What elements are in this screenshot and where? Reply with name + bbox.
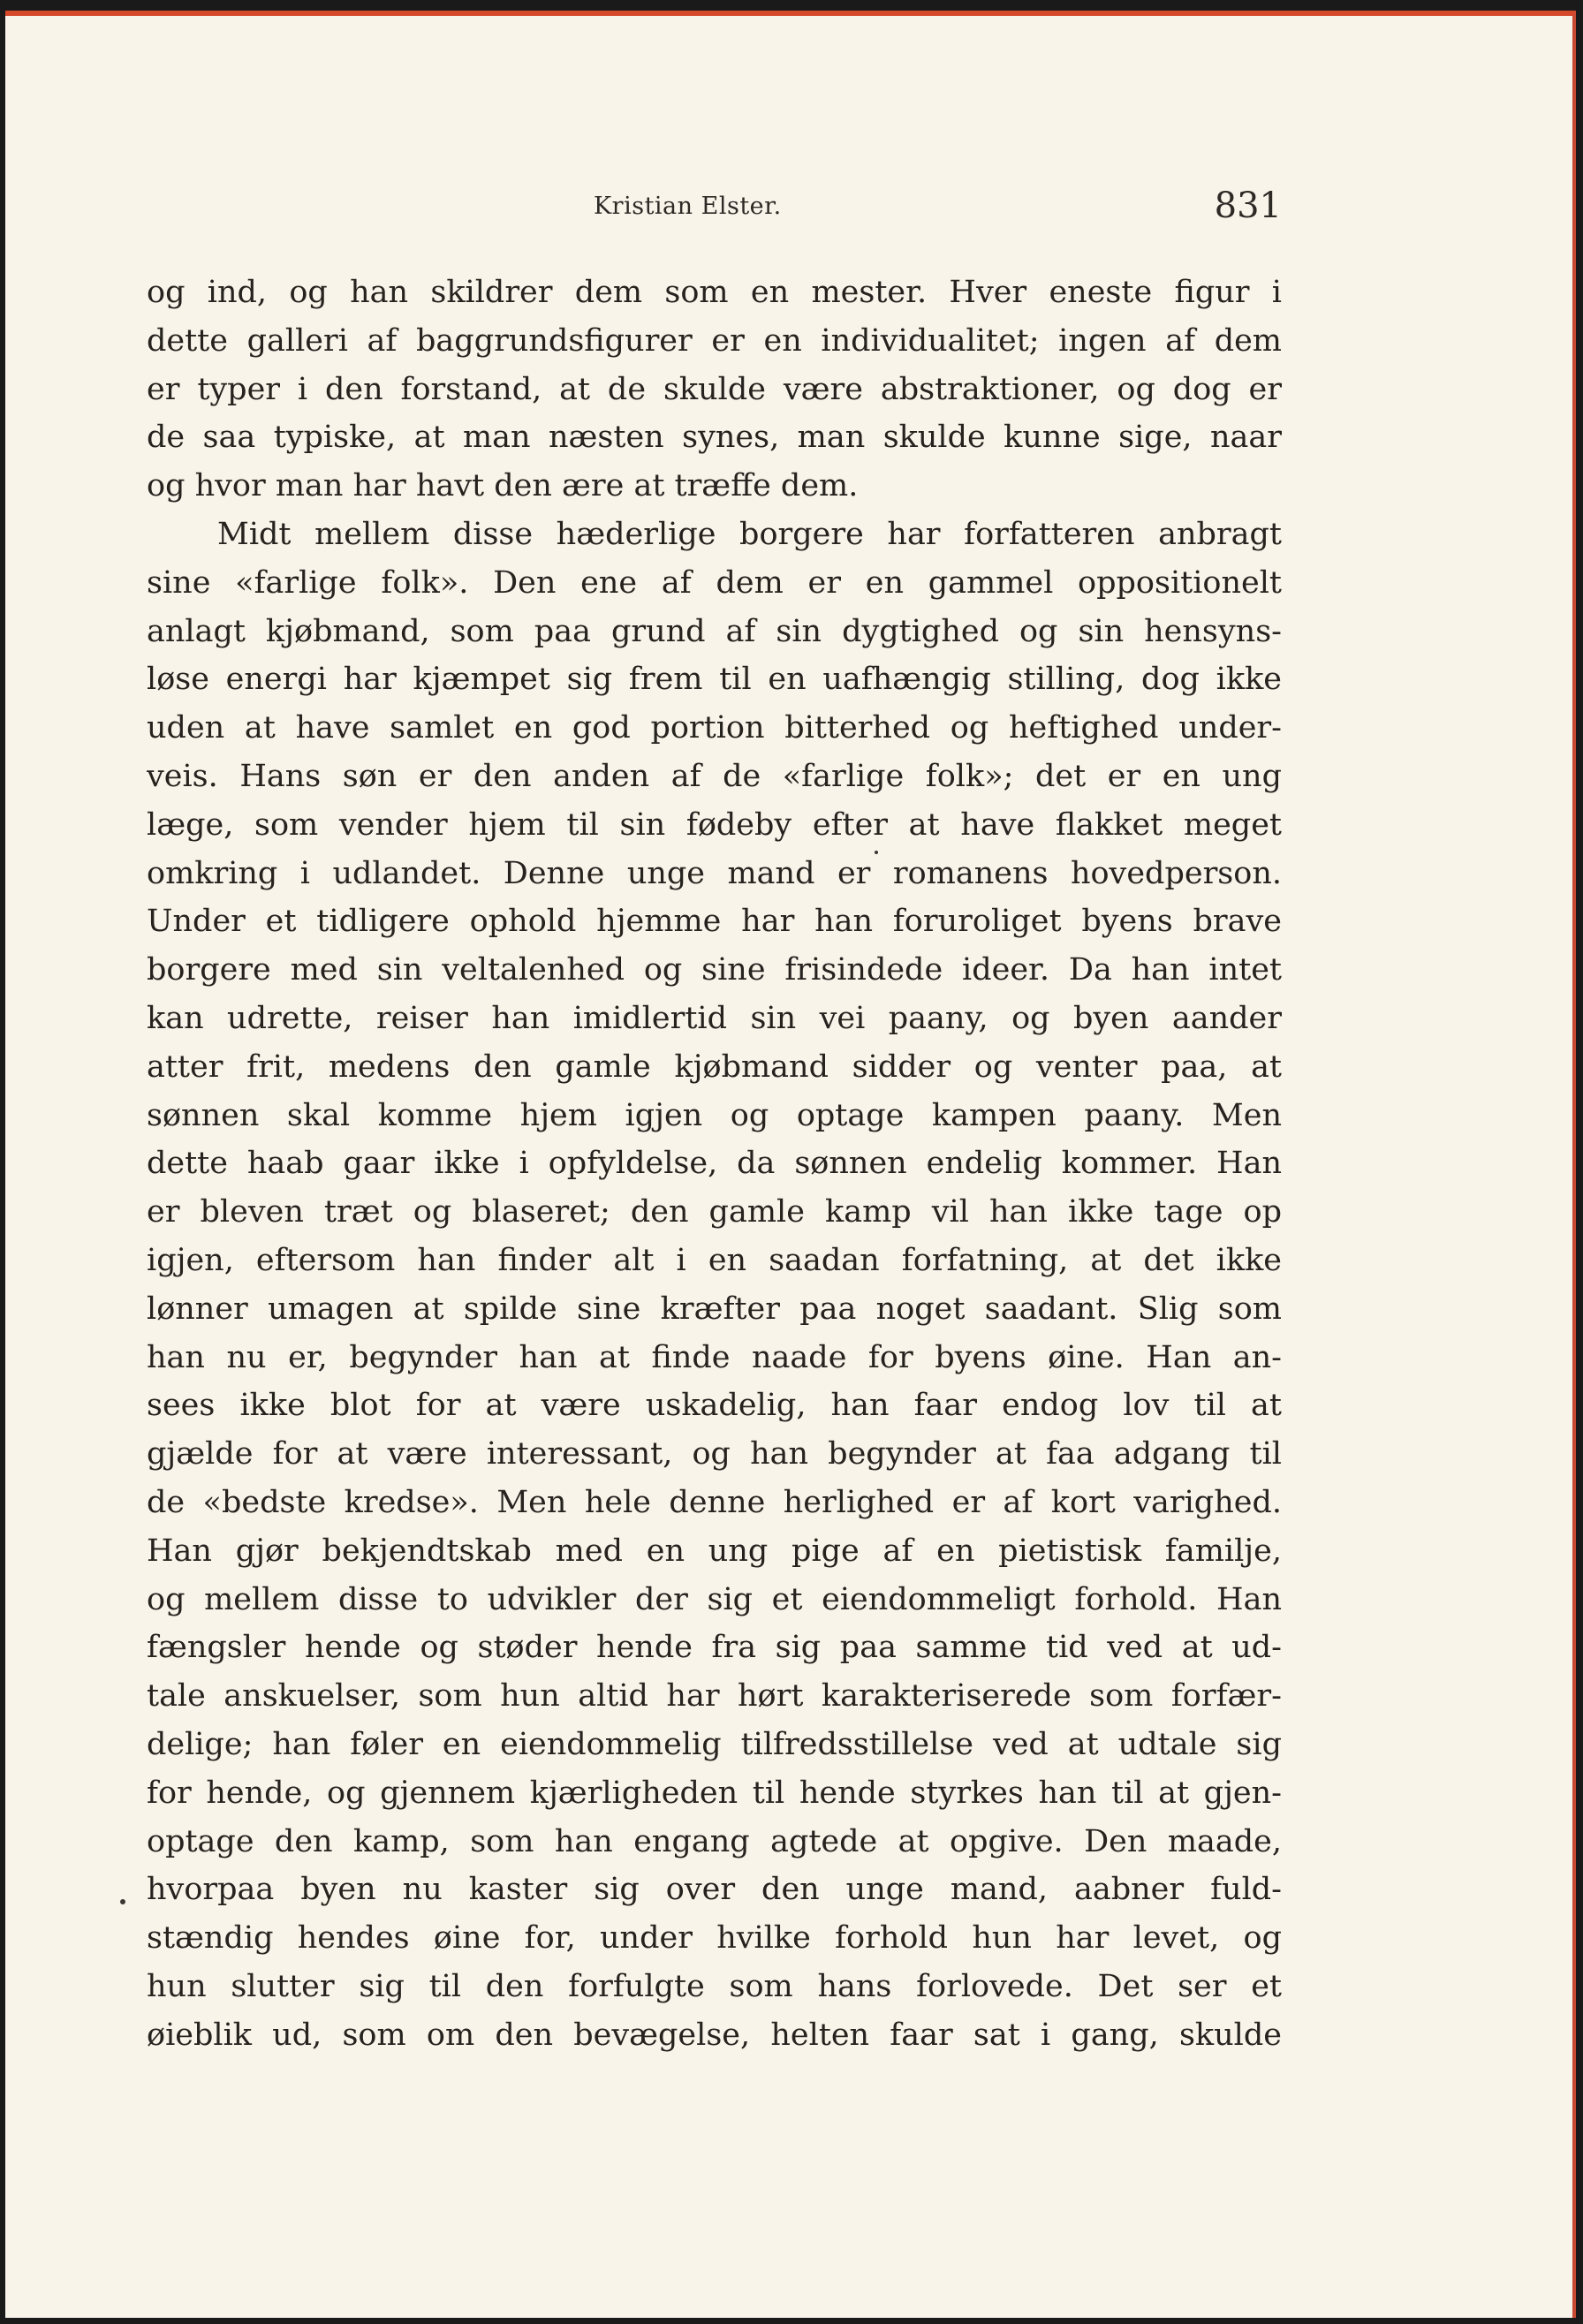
text-line: delige; han føler en eiendommelig tilfredsstillelse ved at udtale sig	[147, 1726, 1282, 1762]
page-header	[147, 185, 1282, 238]
ink-speck	[120, 1899, 125, 1904]
text-line: dette haab gaar ikke i opfyldelse, da sønnen endelig kommer. Han	[147, 1146, 1282, 1182]
body-text	[147, 269, 1282, 2059]
text-line: atter frit, medens den gamle kjøbmand sidder og venter paa, at	[147, 1048, 1282, 1085]
text-line: hun slutter sig til den forfulgte som hans forlovede. Det ser et	[147, 1968, 1282, 2004]
text-line: læge, som vender hjem til sin fødeby efter at have flakket meget	[147, 806, 1282, 843]
text-line: anlagt kjøbmand, som paa grund af sin dygtighed og sin hensyns-	[147, 613, 1282, 649]
text-line: og ind, og han skildrer dem som en mester. Hver eneste figur i	[147, 275, 1282, 310]
text-line: gjælde for at være interessant, og han begynder at faa adgang til	[147, 1436, 1282, 1472]
running-head: Kristian Elster.	[594, 193, 782, 220]
text-line: løse energi har kjæmpet sig frem til en uafhængig stilling, dog ikke	[147, 662, 1282, 698]
text-line: og mellem disse to udvikler der sig et eiendommeligt forhold. Han	[147, 1581, 1282, 1617]
text-line: for hende, og gjennem kjærligheden til hende styrkes han til at gjen-	[147, 1775, 1282, 1811]
text-line: fængsler hende og støder hende fra sig paa samme tid ved at ud-	[147, 1630, 1282, 1666]
text-line: er bleven træt og blaseret; den gamle kamp vil han ikke tage op	[147, 1194, 1282, 1230]
text-line: uden at have samlet en god portion bitterhed og heftighed under-	[147, 710, 1282, 746]
text-line: de saa typiske, at man næsten synes, man skulde kunne sige, naar	[147, 420, 1282, 456]
text-line: han nu er, begynder han at finde naade for byens øine. Han an-	[147, 1339, 1282, 1375]
text-line: sine «farlige folk». Den ene af dem er en gammel oppositionelt	[147, 564, 1282, 601]
text-line: kan udrette, reiser han imidlertid sin vei paany, og byen aander	[147, 1000, 1282, 1036]
text-line: Han gjør bekjendtskab med en ung pige af en pietistisk familje,	[147, 1533, 1282, 1569]
text-line: veis. Hans søn er den anden af de «farlige folk»; det er en ung	[147, 758, 1282, 794]
page-number: 831	[1214, 185, 1282, 226]
text-line: sønnen skal komme hjem igjen og optage kampen paany. Men	[147, 1097, 1282, 1133]
text-line: hvorpaa byen nu kaster sig over den unge mand, aabner fuld-	[147, 1872, 1282, 1908]
text-line: optage den kamp, som han engang agtede at opgive. Den maade,	[147, 1823, 1282, 1859]
text-line: er typer i den forstand, at de skulde være abstraktioner, og dog er	[147, 371, 1282, 407]
text-line: borgere med sin veltalenhed og sine frisindede ideer. Da han intet	[147, 952, 1282, 988]
text-line: sees ikke blot for at være uskadelig, han faar endog lov til at	[147, 1388, 1282, 1424]
text-line: dette galleri af baggrundsfigurer er en individualitet; ingen af dem	[147, 322, 1282, 359]
text-line: omkring i udlandet. Denne unge mand er romanens hovedperson.	[147, 855, 1282, 891]
text-line: og hvor man har havt den ære at træffe dem.	[147, 468, 859, 504]
text-line: stændig hendes øine for, under hvilke forhold hun har levet, og	[147, 1920, 1282, 1957]
scanned-page	[5, 11, 1576, 2318]
text-line: Midt mellem disse hæderlige borgere har forfatteren anbragt	[217, 516, 1282, 552]
text-line: Under et tidligere ophold hjemme har han foruroliget byens brave	[147, 904, 1282, 940]
text-line: tale anskuelser, som hun altid har hørt karakteriserede som forfær-	[147, 1678, 1282, 1715]
text-line: igjen, eftersom han finder alt i en saadan forfatning, at det ikke	[147, 1242, 1282, 1278]
text-line: de «bedste kredse». Men hele denne herlighed er af kort varighed.	[147, 1484, 1282, 1520]
text-line: øieblik ud, som om den bevægelse, helten faar sat i gang, skulde	[147, 2017, 1282, 2053]
text-line: lønner umagen at spilde sine kræfter paa noget saadant. Slig som	[147, 1291, 1282, 1327]
ink-speck	[875, 851, 878, 854]
